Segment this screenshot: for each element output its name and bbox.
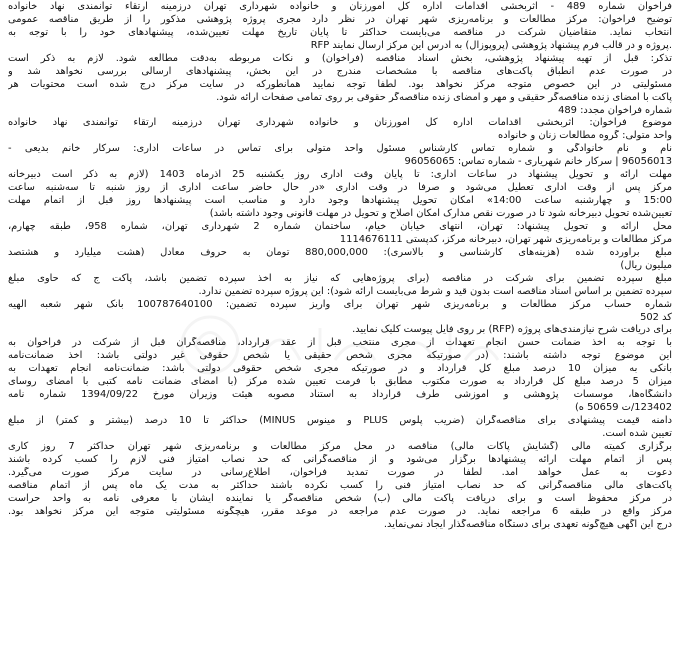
text-line: برگزاری کمیته مالی (گشایش پاکات مالی) مناقصه در محل مرکز مطالعات و برنامه‌ریزی شهر تهران حداکثر 7 روز کاری xyxy=(8,440,672,452)
text-line: مبلغ برآورده شده (هزینه‌های کارشناسی و بالاسری): 880,000,000 تومان به حروف معادل (هشت میلیارد و هشتصد xyxy=(8,246,672,258)
text-line: 15:00 و چهارشنبه ساعت 14:00» امکان تحویل پیشنهادها وجود دارد و مناسب است پیشنهادها روز قبل از اتمام مهلت xyxy=(8,195,672,207)
text-line: مسئولیتی در این خصوص متوجه مرکز نخواهد بود. لطفا توجه نمایید همانطورکه در سایت مرکز درج شده است محتویات هر xyxy=(8,78,672,90)
text-line: تعیین شده است. xyxy=(602,427,672,439)
text-line: مرکز واقع در طبقه 6 مراجعه نماید. در صورت عدم مراجعه در موعد مقرر، هیچگونه مسئولیتی متوجه این مرکز نخواهد بود. xyxy=(8,505,672,517)
text-line: توضیح فراخوان: مرکز مطالعات و برنامه‌ریزی شهر تهران در نظر دارد مجری پروژه پژوهشی مذکور را از طریق مناقصه عمومی xyxy=(8,13,672,25)
rfp-link-text[interactable]: برای دریافت شرح نیازمندی‌های پروژه (RFP) بر روی فایل پیوست کلیک نمایید. xyxy=(352,324,672,336)
text-line: میلیون ریال) xyxy=(620,259,672,271)
text-line: 96056013 | سرکار خانم شهریاری - شماره تماس: 96056065 xyxy=(404,156,672,168)
text-line: دانشگاه‌ها، موسسات پژوهشی و آموزشی طرف قرارداد به استناد مصوبه هیئت وزیران مورخ 1394/09/22 شماره نامه xyxy=(8,389,672,401)
text-line: کد 502 xyxy=(640,311,672,323)
text-line: مرکز مطالعات و برنامه‌ریزی شهر تهران، دبیرخانه مرکز، کدپستی 1114676111 xyxy=(339,233,672,245)
text-line: دعوت به عمل خواهد آمد. لطفا در صورت تمدید فراخوان، اطلاع‌رسانی در سایت مرکز صورت می‌گیرد. xyxy=(8,466,672,478)
text-line: شماره حساب مرکز مطالعات و برنامه‌ریزی شهر تهران برای واریز سپرده تضمین: 100787640100 بانک شهر شعبه الهیه xyxy=(8,298,672,310)
text-line: دامنه قیمت پیشنهادی برای مناقصه‌گران (ضریب پلوس PLUS و مینوس MINUS) حداکثر تا 10 درصد (بیشتر و کمتر) از مبلغ xyxy=(8,415,672,426)
text-line: تعیین‌شده تحویل دبیرخانه شود تا در صورت نقص مدارک امکان اصلاح و تحویل در مهلت قانونی وجود داشته باشد) xyxy=(209,208,672,219)
text-line: پس از اتمام مهلت ارائه پیشنهادها برگزار می‌شود و از مناقصه‌گرانی که حد نصاب امتیاز فنی لازم را کسب کرده باشند xyxy=(8,453,672,465)
text-line: درج این آگهی هیچ‌گونه تعهدی برای دستگاه مناقصه‌گذار ایجاد نمی‌نماید. xyxy=(383,518,672,530)
text-line: در صورت عدم انطباق پاکت‌های مناقصه با مشخصات مندرج در این بخش، پیشنهادهای ارسالی بررسی نخواهد شد و xyxy=(8,65,672,77)
text-line: شماره فراخوان مجدد: 489 xyxy=(558,104,672,116)
text-line: سپرده تضمین بر اساس اسناد مناقصه است بدون قید و شرط می‌بایست ارائه شود): این پروژه سپرده تضمین ندارد. xyxy=(198,285,672,297)
text-line: با توجه به اخذ ضمانت حسن انجام تعهدات از مجری منتخب قبل از عقد قرارداد، مناقصه‌گران قبل از شرکت در فراخوان به xyxy=(8,337,672,349)
text-line: انتخاب نماید. متقاضیان شرکت در مناقصه می‌بایست حداکثر تا پایان تاریخ مهلت تعیین‌شده، پیشنهادهای خود را با توجه به xyxy=(8,26,672,38)
text-line: مرکز پس از وقت اداری تعطیل می‌شود و صرفاً در وقت اداری «در حال حاضر ساعت اداری از روز شنبه تا سه‌شنبه ساعت xyxy=(8,182,672,194)
text-line: واحد متولی: گروه مطالعات زنان و خانواده xyxy=(498,130,672,142)
text-line: میزان 5 درصد مبلغ کل قرارداد به صورت مکتوب مطابق با فرمت تعیین شده مرکز (با امضای ضمانت نامه کتبی با امضای روسای xyxy=(8,376,672,388)
text-line: RFP پروژه و در قالب فرم پیشنهاد پژوهشی (پروپوزال) به آدرس این مرکز ارسال نمایند. xyxy=(310,39,672,51)
text-line: این موضوع توجه داشته باشند: (در صورتیکه مجری شخص حقیقی یا شخص حقوقی غیر دولتی باشد: اخذ ضمانت‌نامه xyxy=(8,350,672,362)
text-line: نام و نام خانوادگی و شماره تماس کارشناس مسئول واحد متولی برای تماس در ساعات اداری: سرکار خانم بدیعی - xyxy=(8,143,672,155)
text-line: موضوع فراخوان: اثربخشی اقدامات اداره کل امورزنان و خانواده شهرداری تهران درزمینه ارتقاء توانمندی نهاد خانواده xyxy=(8,117,672,129)
text-line: مهلت ارائه و تحویل پیشنهاد در ساعات اداری: تا پایان وقت اداری روز یکشنبه 25 آذرماه 1403 (لازم به ذکر است دبیرخانه xyxy=(8,169,672,181)
text-line: پاکت‌های مالی مناقصه‌گرانی که حد نصاب امتیاز فنی را کسب نکرده باشند حداکثر به مدت یک ماه پس از اتمام مناقصه xyxy=(8,479,672,491)
text-line: 123402/ت 50659 ه) xyxy=(574,402,672,414)
text-line: در مرکز محفوظ است و برای دریافت پاکت مالی (ب) شخص مناقصه‌گر یا نماینده ایشان با معرفی نامه به واحد حراست xyxy=(8,492,672,504)
text-line: بانکی به میزان 10 درصد مبلغ کل قرارداد و در صورتیکه مجری شخص حقوقی دولتی باشد: ضمانت‌نامه انجام تعهدات به xyxy=(8,363,672,375)
text-line: مبلغ سپرده تضمین برای شرکت در مناقصه (برای پروژه‌هایی که نیاز به اخذ سپرده تضمین باشد، پاکت ج که حاوی مبلغ xyxy=(8,272,672,284)
text-line: تذکر: قبل از تهیه پیشنهاد پژوهشی، بخش اسناد مناقصه (فراخوان) و نکات مربوطه به‌دقت مطالعه شود. لازم به ذکر است xyxy=(8,52,672,64)
text-line: فراخوان شماره 489 - اثربخشی اقدامات اداره کل امورزنان و خانواده شهرداری تهران درزمینه ارتقاء توانمندی نهاد خانواده xyxy=(8,1,672,12)
text-line: محل ارائه و تحویل پیشنهاد: تهران، انتهای خیابان خیام، ساختمان شماره 2 شهرداری تهران، شماره 958، طبقه چهارم، xyxy=(8,220,672,232)
text-line: پاکت با امضای زنده مناقصه‌گر حقیقی و مهر و امضای زنده مناقصه‌گر حقوقی بر روی تمامی صفحات ارائه شود. xyxy=(216,91,672,103)
